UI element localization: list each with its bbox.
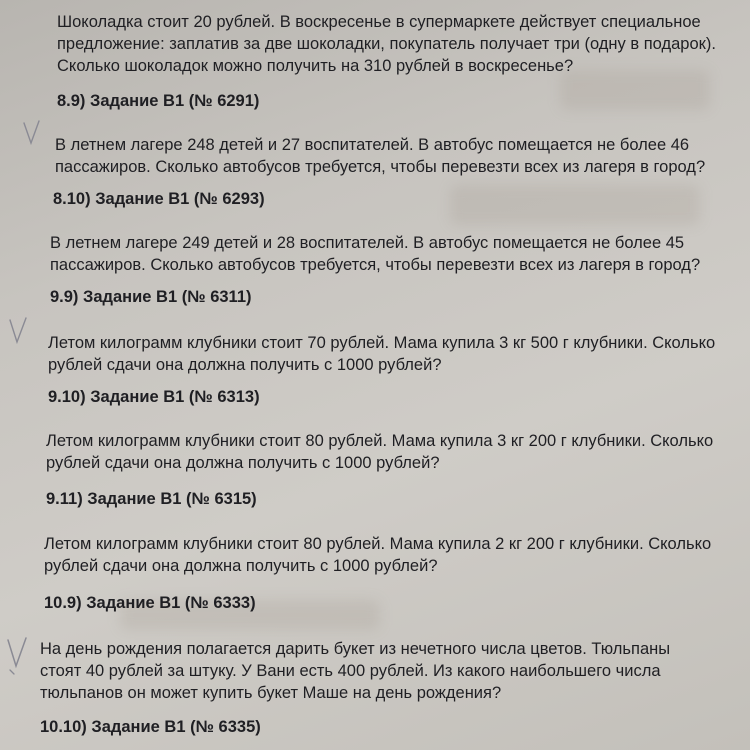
- text-line: Летом килограмм клубники стоит 80 рублей. Мама купила 3 кг 200 г клубники. Сколько: [46, 432, 714, 450]
- text-line: пассажиров. Сколько автобусов требуется, чтобы перевезти всех из лагеря в город?: [50, 256, 701, 274]
- text-line: тюльпанов он может купить букет Маше на день рождения?: [40, 684, 502, 702]
- problem-text: [50, 232, 700, 276]
- task-heading: 10.9) Задание B1 (№ 6333): [44, 594, 256, 612]
- problem-text: [44, 533, 711, 577]
- task-heading: 8.10) Задание B1 (№ 6293): [53, 190, 265, 208]
- task-heading: 9.11) Задание B1 (№ 6315): [46, 490, 257, 508]
- text-line: рублей сдачи она должна получить с 1000 рублей?: [44, 557, 438, 575]
- bleed-through-mark: [450, 185, 700, 225]
- text-line: Шоколадка стоит 20 рублей. В воскресенье в супермаркете действует специальное: [57, 13, 701, 31]
- pencil-checkmark-icon: [6, 636, 30, 676]
- text-line: Летом килограмм клубники стоит 80 рублей. Мама купила 2 кг 200 г клубники. Сколько: [44, 535, 712, 553]
- text-line: В летнем лагере 248 детей и 27 воспитателей. В автобус помещается не более 46: [55, 136, 690, 154]
- problem-text: [55, 134, 705, 178]
- task-heading: 8.9) Задание B1 (№ 6291): [57, 92, 260, 110]
- problem-text: [48, 332, 715, 376]
- pencil-checkmark-icon: [22, 119, 42, 147]
- pencil-checkmark-icon: [8, 317, 28, 345]
- text-line: На день рождения полагается дарить букет из нечетного числа цветов. Тюльпаны: [40, 640, 671, 658]
- text-line: В летнем лагере 249 детей и 28 воспитателей. В автобус помещается не более 45: [50, 234, 685, 252]
- text-line: рублей сдачи она должна получить с 1000 рублей?: [46, 454, 440, 472]
- task-heading: 10.10) Задание B1 (№ 6335): [40, 718, 261, 736]
- problem-text: [57, 11, 716, 77]
- text-line: предложение: заплатив за две шоколадки, покупатель получает три (одну в подарок).: [57, 35, 716, 53]
- task-heading: 9.10) Задание B1 (№ 6313): [48, 388, 260, 406]
- problem-text: [40, 638, 670, 704]
- text-line: рублей сдачи она должна получить с 1000 рублей?: [48, 356, 442, 374]
- problem-text: [46, 430, 713, 474]
- text-line: Летом килограмм клубники стоит 70 рублей. Мама купила 3 кг 500 г клубники. Сколько: [48, 334, 716, 352]
- text-line: Сколько шоколадок можно получить на 310 рублей в воскресенье?: [57, 57, 574, 75]
- text-line: стоят 40 рублей за штуку. У Вани есть 400 рублей. Из какого наибольшего числа: [40, 662, 661, 680]
- text-line: пассажиров. Сколько автобусов требуется, чтобы перевезти всех из лагеря в город?: [55, 158, 706, 176]
- task-heading: 9.9) Задание B1 (№ 6311): [50, 288, 252, 306]
